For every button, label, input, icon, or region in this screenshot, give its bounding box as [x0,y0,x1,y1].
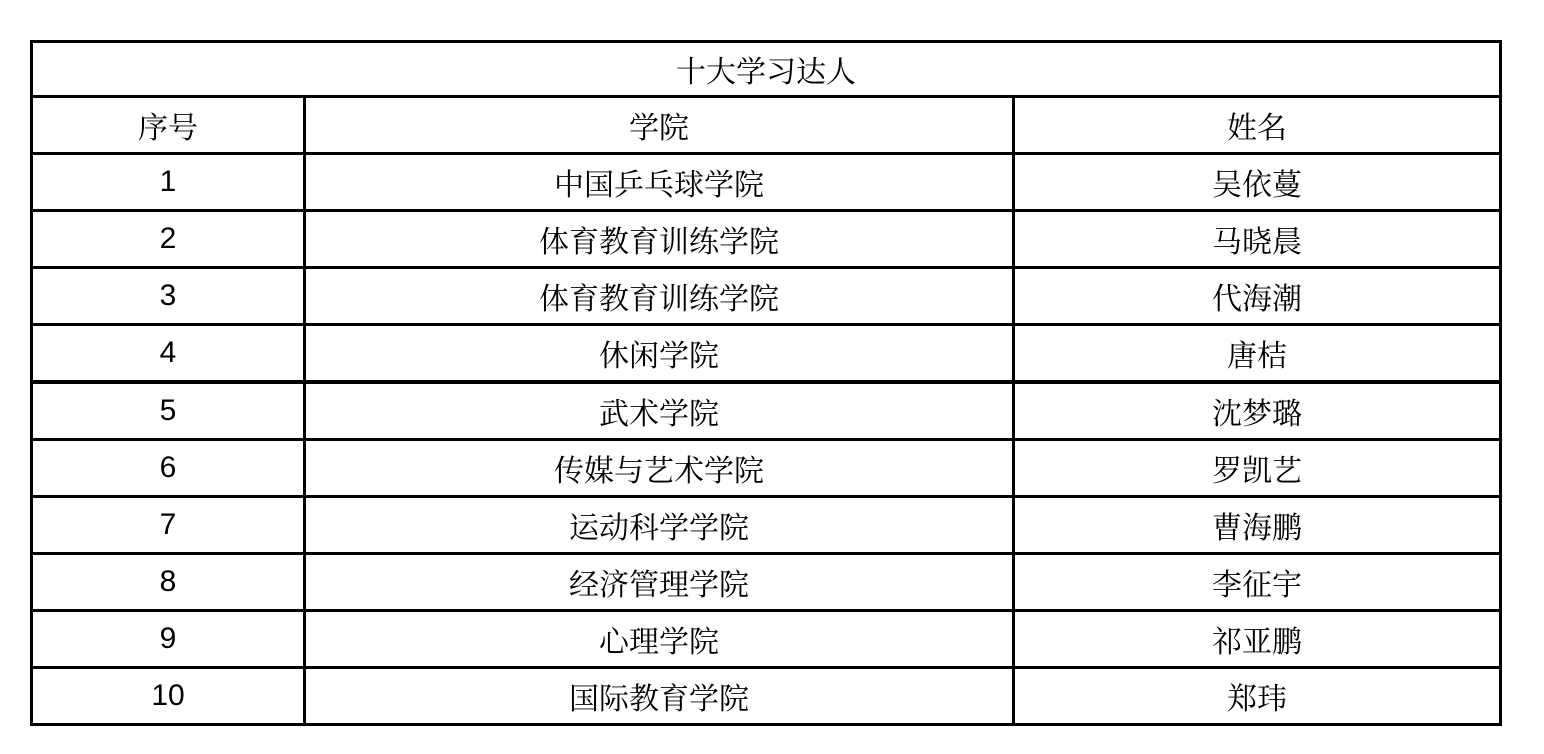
cell-no: 9 [32,611,305,668]
cell-college: 体育教育训练学院 [305,211,1014,268]
table-title: 十大学习达人 [32,42,1501,97]
cell-name: 马晓晨 [1014,211,1501,268]
table-head [32,42,1501,154]
cell-name: 吴依蔓 [1014,154,1501,211]
cell-name: 代海潮 [1014,268,1501,325]
top10-learners-table [30,40,1502,726]
table-body [32,154,1501,725]
cell-name: 祁亚鹏 [1014,611,1501,668]
cell-no: 1 [32,154,305,211]
cell-college: 体育教育训练学院 [305,268,1014,325]
table-row [32,325,1501,383]
cell-no: 8 [32,554,305,611]
cell-no: 3 [32,268,305,325]
header-no: 序号 [32,97,305,154]
cell-name: 李征宇 [1014,554,1501,611]
cell-name: 曹海鹏 [1014,497,1501,554]
table-row [32,382,1501,440]
table-row [32,497,1501,554]
cell-college: 传媒与艺术学院 [305,440,1014,497]
cell-no: 6 [32,440,305,497]
table-row [32,440,1501,497]
header-college: 学院 [305,97,1014,154]
cell-college: 心理学院 [305,611,1014,668]
table-header-row [32,97,1501,154]
table-row [32,268,1501,325]
cell-college: 休闲学院 [305,325,1014,383]
table-row [32,211,1501,268]
table-row [32,154,1501,211]
table-row [32,611,1501,668]
cell-name: 沈梦璐 [1014,382,1501,440]
cell-no: 10 [32,668,305,725]
cell-name: 郑玮 [1014,668,1501,725]
cell-no: 4 [32,325,305,383]
table-title-row [32,42,1501,97]
cell-no: 2 [32,211,305,268]
cell-college: 经济管理学院 [305,554,1014,611]
header-name: 姓名 [1014,97,1501,154]
cell-name: 罗凯艺 [1014,440,1501,497]
cell-name: 唐桔 [1014,325,1501,383]
cell-no: 7 [32,497,305,554]
cell-no: 5 [32,382,305,440]
cell-college: 运动科学学院 [305,497,1014,554]
cell-college: 中国乒乓球学院 [305,154,1014,211]
cell-college: 国际教育学院 [305,668,1014,725]
table-row [32,668,1501,725]
table-row [32,554,1501,611]
cell-college: 武术学院 [305,382,1014,440]
